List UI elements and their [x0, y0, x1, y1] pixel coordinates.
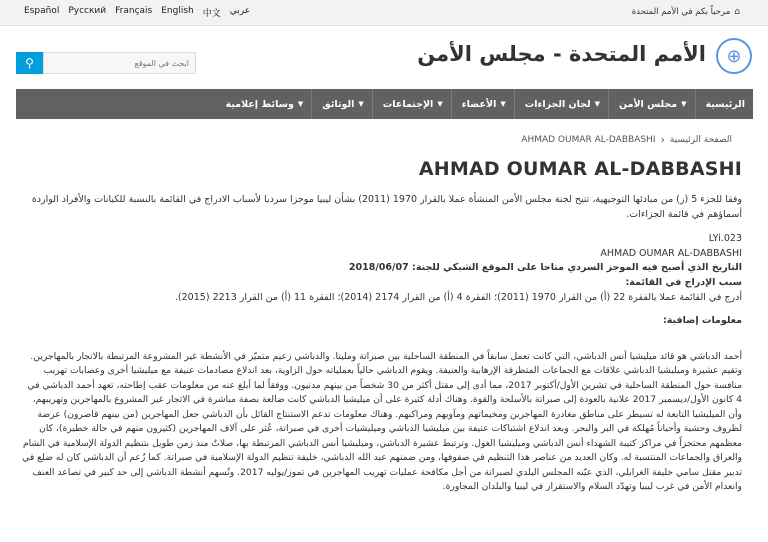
- listing-meta: [22, 232, 742, 306]
- un-logo-icon[interactable]: ⊕: [716, 38, 752, 74]
- language-link-fr[interactable]: Français: [115, 6, 153, 16]
- listed-name: AHMAD OUMAR AL-DABBASHI: [600, 247, 742, 259]
- nav-item-documents[interactable]: [311, 89, 371, 119]
- reference-number: LYi.023: [708, 233, 742, 244]
- breadcrumb: [521, 133, 732, 146]
- nav-label: مجلس الأمن: [619, 98, 678, 110]
- site-title[interactable]: الأمم المتحدة - مجلس الأمن: [417, 42, 706, 66]
- nav-item-sanctions-committees[interactable]: [514, 89, 608, 119]
- language-list: [24, 6, 250, 19]
- breadcrumb-separator-icon: ‹: [660, 133, 665, 146]
- reason-label: سبب الإدراج في القائمة:: [625, 277, 742, 289]
- language-link-ru[interactable]: Русский: [68, 6, 107, 16]
- language-link-en[interactable]: English: [161, 6, 194, 16]
- nav-item-members[interactable]: [451, 89, 514, 119]
- caret-down-icon: ▼: [437, 100, 443, 108]
- language-bar: [0, 0, 768, 26]
- nav-label: الرئيسية: [705, 98, 745, 110]
- welcome-link[interactable]: [632, 7, 740, 17]
- caret-down-icon: ▼: [297, 100, 304, 108]
- nav-item-media[interactable]: [216, 89, 312, 119]
- caret-down-icon: ▼: [500, 100, 506, 108]
- nav-label: الإجتماعات: [382, 98, 434, 110]
- welcome-text: مرحباً بكم في الأمم المتحدة: [631, 7, 731, 17]
- caret-down-icon: ▼: [594, 100, 601, 108]
- nav-label: وسائط إعلامية: [225, 98, 294, 110]
- reason-text: أدرج في القائمة عملا بالفقرة 22 (أ) من القرار 1970 (2011)؛ الفقرة 4 (أ) من القرار 2174 (2014)؛ الفقرة 11 (أ) من القرار 2213 (2015).: [174, 291, 742, 303]
- nav-item-home[interactable]: [695, 89, 753, 119]
- nav-item-security-council[interactable]: [608, 89, 695, 119]
- language-link-zh[interactable]: 中文: [202, 9, 221, 19]
- search-button[interactable]: [16, 52, 43, 74]
- language-link-es[interactable]: Español: [24, 6, 60, 16]
- search-icon: ⚲: [25, 56, 34, 70]
- intro-paragraph: وفقا للجزء 5 (ز) من مبادئها التوجيهية، تتيح لجنة مجلس الأمن المنشأة عملا بالقرار 1970 (2011) بشأن ليبيا موجزا سرديا لأسباب الادراج في القائمة بالنسبة للكيانات والأفراد الواردة أسماؤهم في قائمة الجزاءات.: [31, 194, 742, 220]
- home-icon: ⌂: [734, 7, 740, 17]
- narrative-body: أحمد الدباشي هو قائد ميليشيا أنس الدباشي، التي كانت تعمل سابقاً في المنطقة الساحلية بين صبراتة ومليتا. والدباشي زعيم متميّز في الأنشطة غير المشروعة المرتبطة بالاتجار بالمهاجرين. وتقيم عشيرة وميليشيا الدباشي علاقات مع الجماعات المتطرفة الإرهابية والعنيفة. ويقوم الدباشي حالياً بعملياته حول الزاوية، بعد اندلاع مصادمات عنيفة مع ميليشيا أخرى وعصابات تهريب منافسة حول المنطقة الساحلية في تشرين الأول/أكتوبر 2017، مما أدى إلى مقتل أكثر من 30 شخصاً من بينهم مدنيون. ووفقاً لما أبلغ عنه من معلومات عقب إطاحته، تعهد أحمد الدباشي في 4 كانون الأول/ديسمبر 2017 علانية بالعودة إلى صبراتة بالأسلحة والقوة. وهناك أدلة كثيرة على أن ميليشيا الدباشي كانت ضالعة بصفة مباشرة في الاتجار غير المشروع بالمهاجرين وتهريبهم، وأن الميليشيا التابعة له تسيطر على مناطق مغادرة المهاجرين ومخيماتهم ومآويهم ومراكبهم. وهناك معلومات تدعم الاستنتاج القائل بأن الدباشي جعل المهاجرين (من بينهم قاصرون) عرضة لظروف وحشية وأحياناً مُهلكة في البر والبحر. وبعد اندلاع اشتباكات عنيفة بين ميليشيا الدباشي وميليشيات أخرى في صبراتة، عُثر على آلاف المهاجرين (كثيرون منهم في حالة خطيرة)، كان معظمهم محتجزاً في مراكز كتيبة الشهداء أنس الدباشي وميليشيا الغول. وترتبط عشيرة الدباشي، وميليشيا أنس الدباشي المرتبطة بها، صلاتٌ منذ زمن طويل بتنظيم الدولة الإسلامية في الشام والعراق والجماعات المنتسبة له. وكان العديد من عناصر هذا التنظيم في صفوفها، ومن ضمنهم عبد الله الدباشي، خليفة تنظيم الدولة الإسلامية في صبراتة. كما زُعم أن الدباشي كان له ضلع في تدبير مقتل سامي خليفة الغرابلي، الذي عيّنه المجلس البلدي لصبراتة من أجل مكافحة عمليات تهريب المهاجرين في تموز/يوليه 2017. وتُسهم أنشطة الدباشي إلى حد كبير في تصاعد العنف وانعدام الأمن في غرب ليبيا وتهدّد السلام والاستقرار في ليبيا والبلدان المجاورة.: [22, 351, 742, 492]
- nav-label: الوثائق: [322, 98, 355, 110]
- language-link-ar[interactable]: عربي: [229, 6, 251, 16]
- additional-info-title: معلومات إضافية:: [662, 315, 742, 326]
- nav-item-meetings[interactable]: [372, 89, 451, 119]
- caret-down-icon: ▼: [358, 100, 364, 108]
- breadcrumb-current: AHMAD OUMAR AL-DABBASHI: [521, 134, 656, 145]
- breadcrumb-home[interactable]: الصفحة الرئيسية: [669, 134, 732, 145]
- search-input[interactable]: [43, 52, 196, 74]
- date-available: التاريخ الذي أصبح فيه الموجز السردي متاحا على الموقع الشبكي للجنة: 2018/06/07: [348, 262, 742, 274]
- page-title: AHMAD OUMAR AL-DABBASHI: [418, 158, 742, 180]
- nav-label: لجان الجزاءات: [524, 98, 591, 110]
- search-form: [16, 52, 196, 74]
- main-nav: [16, 89, 753, 119]
- nav-label: الأعضاء: [461, 98, 497, 110]
- caret-down-icon: ▼: [681, 100, 687, 108]
